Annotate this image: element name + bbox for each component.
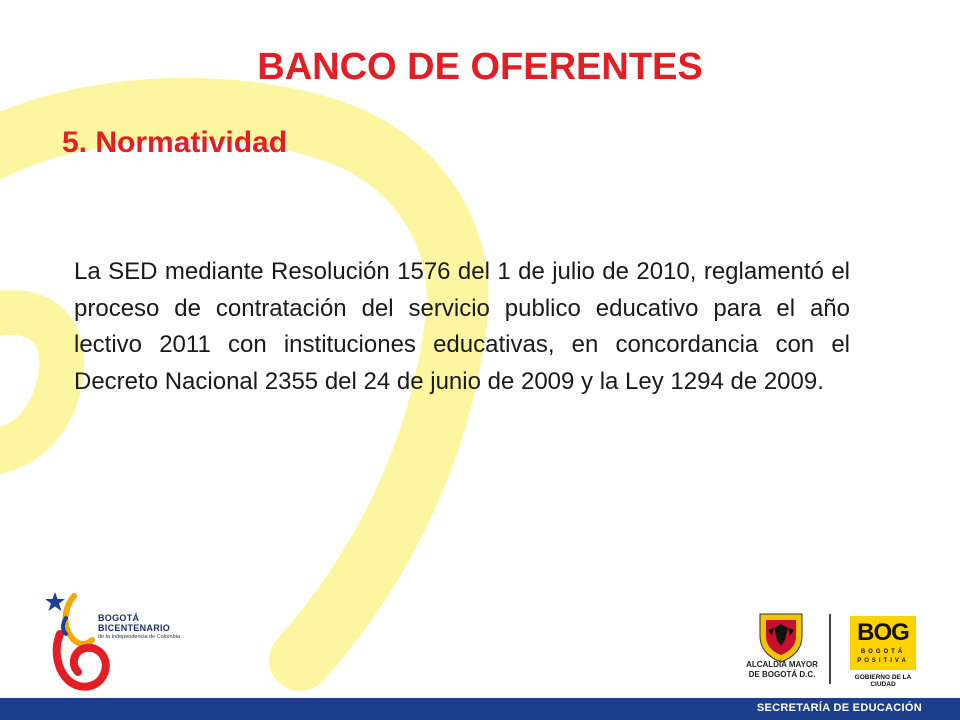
alcaldia-wordmark [730, 660, 834, 680]
bog-sub-line2: POSITIVA [857, 658, 909, 664]
footer-bar [0, 698, 960, 720]
bog-caption: GOBIERNO DE LA CIUDAD [854, 674, 912, 688]
bicentenario-wordmark [98, 613, 180, 641]
slide-title: BANCO DE OFERENTES [257, 46, 703, 88]
body-paragraph: La SED mediante Resolución 1576 del 1 de julio de 2010, reglamentó el proceso de contratación del servicio publico educativo para el año lectivo 2011 con instituciones educativas, en concordancia con el Decreto Nacional 2355 del 24 de junio de 2009 y la Ley 1294 de 2009. [74, 258, 850, 395]
alcaldia-line2: DE BOGOTÁ D.C. [748, 670, 816, 679]
alcaldia-line1: ALCALDÍA MAYOR [746, 660, 818, 669]
bicentenario-line2: BICENTENARIO [98, 623, 171, 633]
bicentenario-logo [42, 588, 232, 694]
bicentenario-line3: de la Independencia de Colombia [98, 634, 180, 640]
bicentenario-line1: BOGOTÁ [98, 613, 140, 623]
bog-sub-line1: BOGOTÁ [860, 649, 906, 655]
bogota-positiva-logo [850, 616, 916, 670]
star-icon [45, 592, 65, 611]
section-heading: 5. Normatividad [62, 126, 288, 159]
footer-label: SECRETARÍA DE EDUCACIÓN [756, 702, 922, 714]
bog-wordmark: BOG [857, 619, 909, 646]
